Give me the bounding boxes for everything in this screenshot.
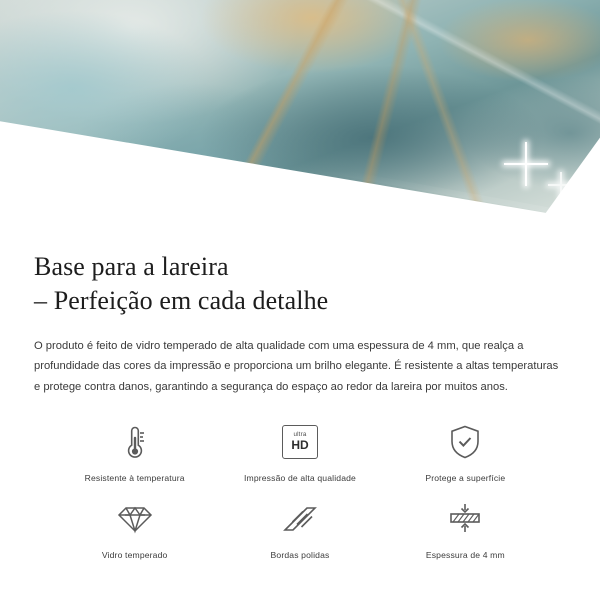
thickness-arrows-icon [445,497,485,541]
shield-check-icon [448,420,482,464]
feature-item-temperature [52,420,217,483]
headline-line-1: Base para a lareira [34,252,229,281]
feature-label: Resistente à temperatura [84,472,185,483]
polished-edges-icon [281,497,319,541]
thermometer-icon [122,420,148,464]
headline-line-2: – Perfeição em cada detalhe [34,285,329,315]
feature-item-thickness [383,497,548,560]
diamond-icon [117,497,153,541]
feature-grid [34,420,566,560]
feature-label: Impressão de alta qualidade [243,472,356,483]
feature-label: Vidro temperado [101,549,168,560]
content-area [0,222,600,560]
page-title [34,250,566,318]
feature-item-print-quality [217,420,382,483]
feature-label: Espessura de 4 mm [425,549,505,560]
ultra-hd-badge-bottom: HD [291,438,309,453]
feature-item-polished-edges [217,497,382,560]
product-description: O produto é feito de vidro temperado de alta qualidade com uma espessura de 4 mm, que realça a profundidade das cores da impressão e proporciona um brilho elegante. É resistente a altas temperaturas e protege contra danos, garantindo a segurança do espaço ao redor da lareira por muitos anos. [34,339,559,394]
feature-label: Bordas polidas [270,549,330,560]
hero-product-image [0,0,600,222]
feature-item-tempered-glass [52,497,217,560]
feature-item-surface-protection [383,420,548,483]
ultra-hd-badge-top: ultra [293,431,307,439]
feature-label: Protege a superfície [425,472,506,483]
ultra-hd-icon [282,420,318,464]
